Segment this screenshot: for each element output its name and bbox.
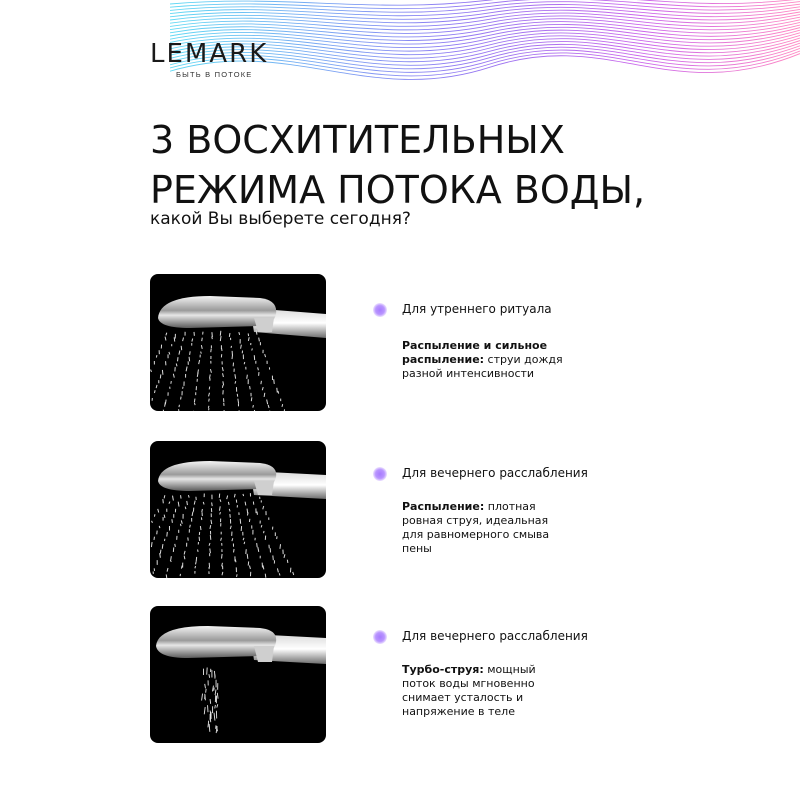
water-drop xyxy=(171,556,172,560)
water-drop xyxy=(208,406,209,408)
page-headline xyxy=(150,115,645,215)
feature-description xyxy=(402,500,562,556)
water-drop xyxy=(235,381,236,383)
water-drop xyxy=(234,494,235,498)
water-drop xyxy=(221,538,222,541)
water-drop xyxy=(252,348,253,350)
feature-mode-text: плотная ровная струя, идеальная для равномерного смыва пены xyxy=(402,500,550,555)
water-drop xyxy=(162,544,163,549)
water-drop xyxy=(165,402,166,407)
shower-head-image-3 xyxy=(150,606,326,743)
water-drop xyxy=(167,532,168,537)
water-drop xyxy=(212,502,213,506)
water-drop xyxy=(194,399,195,403)
shower-head-image-1 xyxy=(150,274,326,411)
shower-head-spray-dense-icon xyxy=(150,441,326,578)
water-drop xyxy=(223,373,224,377)
water-drop xyxy=(241,345,242,349)
water-drop xyxy=(214,688,215,691)
feature-mode-name: Распыление и сильное распыление: xyxy=(402,339,548,366)
water-drop xyxy=(220,331,221,336)
water-drop xyxy=(251,397,252,401)
water-drop xyxy=(277,388,278,393)
water-drop xyxy=(181,346,182,350)
water-drop xyxy=(184,551,185,555)
water-drop xyxy=(202,694,203,701)
water-drop xyxy=(209,543,210,546)
water-drop xyxy=(156,355,157,357)
water-drop xyxy=(199,360,200,364)
page-subtitle: какой Вы выберете сегодня? xyxy=(150,209,411,229)
water-drop xyxy=(280,544,281,549)
water-drop xyxy=(261,381,262,384)
water-drop xyxy=(223,381,224,385)
water-drop xyxy=(264,393,265,397)
water-drop xyxy=(240,519,241,524)
water-drop xyxy=(220,499,221,502)
water-drop xyxy=(180,524,181,526)
water-drop xyxy=(166,333,167,336)
water-drop xyxy=(192,512,193,516)
water-drop xyxy=(238,399,239,404)
water-drop xyxy=(222,554,223,559)
water-drop xyxy=(250,386,251,389)
water-drop xyxy=(179,351,180,355)
water-drop xyxy=(230,526,231,529)
water-drop xyxy=(194,501,195,505)
feature-title: Для вечернего расслабления xyxy=(402,466,588,480)
water-drop xyxy=(210,525,211,529)
feature-title: Для вечернего расслабления xyxy=(402,629,588,643)
water-drop xyxy=(196,562,197,565)
water-drop xyxy=(160,374,161,378)
water-drop xyxy=(194,403,195,405)
water-drop xyxy=(186,367,187,372)
water-drop xyxy=(210,548,211,553)
water-drop xyxy=(274,379,275,384)
water-drop xyxy=(222,572,223,575)
water-drop xyxy=(244,542,245,544)
water-drop xyxy=(159,526,160,528)
water-drop xyxy=(209,399,210,402)
water-drop xyxy=(208,721,209,728)
water-drop xyxy=(160,553,161,558)
water-drop xyxy=(220,336,221,341)
feature-description xyxy=(402,663,572,719)
water-drop xyxy=(195,566,196,568)
water-drop xyxy=(247,512,248,515)
water-drop xyxy=(158,509,159,513)
water-drop xyxy=(267,400,268,405)
water-drop xyxy=(249,565,250,569)
water-drop xyxy=(169,502,170,504)
wave-line xyxy=(170,22,800,37)
water-drop xyxy=(151,542,152,547)
water-drop xyxy=(214,713,215,721)
bullet-dot-icon xyxy=(373,467,387,481)
feature-mode-name: Распыление: xyxy=(402,500,485,513)
water-drop xyxy=(203,502,204,505)
water-drop xyxy=(152,521,153,523)
water-drop xyxy=(243,494,244,496)
water-drop xyxy=(249,519,250,522)
water-drop xyxy=(282,404,283,407)
water-drop xyxy=(200,526,201,530)
water-drop xyxy=(170,560,171,562)
water-drop xyxy=(211,349,212,353)
water-drop xyxy=(209,724,210,732)
water-drop xyxy=(181,520,182,523)
water-drop xyxy=(265,574,266,578)
water-drop xyxy=(166,574,167,578)
water-drop xyxy=(160,550,161,554)
water-drop xyxy=(154,390,155,393)
water-drop xyxy=(238,410,239,411)
water-drop xyxy=(164,495,165,498)
water-drop xyxy=(151,370,152,372)
feature-mode-text: струи дождя разной интенсивности xyxy=(402,353,563,380)
water-drop xyxy=(163,499,164,503)
water-drop xyxy=(209,674,210,678)
water-drop xyxy=(235,559,236,562)
water-drop xyxy=(210,369,211,373)
water-drop xyxy=(217,693,218,699)
water-drop xyxy=(181,565,182,568)
water-drop xyxy=(234,549,235,552)
water-drop xyxy=(263,506,264,509)
water-drop xyxy=(243,538,244,540)
water-drop xyxy=(232,538,233,541)
shower-head-image-2 xyxy=(150,441,326,578)
water-drop xyxy=(265,354,266,357)
feature-mode-name: Турбо-струя: xyxy=(402,663,484,676)
water-drop xyxy=(284,554,285,558)
water-drop xyxy=(248,337,249,341)
water-drop xyxy=(154,514,155,516)
water-drop xyxy=(190,525,191,528)
water-drop xyxy=(235,374,236,379)
brand-name: LEMARK xyxy=(150,39,269,69)
water-drop xyxy=(192,339,193,342)
water-drop xyxy=(239,332,240,335)
water-drop xyxy=(184,556,185,560)
water-drop xyxy=(169,352,170,355)
shower-head-spray-wide-icon xyxy=(150,274,326,411)
water-drop xyxy=(222,367,223,371)
water-drop xyxy=(178,502,179,507)
water-drop xyxy=(263,565,264,569)
water-drop xyxy=(254,410,255,411)
feature-2 xyxy=(375,466,588,566)
feature-3 xyxy=(375,629,588,729)
water-drop xyxy=(247,554,248,559)
water-drop xyxy=(287,560,288,563)
water-drop xyxy=(245,502,246,506)
water-drop xyxy=(209,393,210,397)
water-drop xyxy=(268,405,269,408)
water-drop xyxy=(220,512,221,514)
feature-mode-text: мощный поток воды мгновенно снимает усталость и напряжение в теле xyxy=(402,663,536,718)
water-drop xyxy=(262,387,263,390)
water-drop xyxy=(179,409,180,411)
water-drop xyxy=(227,495,228,499)
water-drop xyxy=(205,684,206,688)
water-drop xyxy=(209,387,210,390)
water-drop xyxy=(210,699,211,704)
water-drop xyxy=(165,337,166,341)
feature-description xyxy=(402,339,582,381)
water-drop xyxy=(201,345,202,349)
water-drop xyxy=(175,544,176,547)
water-drop xyxy=(202,338,203,341)
water-drop xyxy=(277,568,278,572)
water-drop xyxy=(174,337,175,341)
water-drop xyxy=(229,333,230,337)
water-drop xyxy=(190,351,191,355)
water-drop xyxy=(284,409,285,411)
water-drop xyxy=(196,557,197,562)
water-drop xyxy=(163,410,164,411)
water-drop xyxy=(209,374,210,378)
water-drop xyxy=(176,364,177,367)
headline-line-1: 3 ВОСХИТИТЕЛЬНЫХ xyxy=(150,118,565,162)
water-drop xyxy=(219,506,220,510)
water-drop xyxy=(201,352,202,354)
headline-line-2: РЕЖИМА ПОТОКА ВОДЫ, xyxy=(150,168,646,212)
brand-logo xyxy=(150,40,268,79)
water-drop xyxy=(279,573,280,575)
water-drop xyxy=(258,367,259,370)
water-drop xyxy=(259,338,260,342)
water-drop xyxy=(173,496,174,501)
brand-tagline: БЫТЬ В ПОТОКЕ xyxy=(176,70,253,79)
water-drop xyxy=(278,391,279,394)
water-drop xyxy=(222,385,223,388)
water-drop xyxy=(164,515,165,518)
water-drop xyxy=(187,501,188,505)
shower-head-turbo-jet-icon xyxy=(150,606,326,743)
water-drop xyxy=(212,336,213,339)
water-drop xyxy=(215,689,216,695)
water-drop xyxy=(228,502,229,505)
water-drop xyxy=(247,375,248,379)
water-drop xyxy=(261,525,262,527)
water-drop xyxy=(162,370,163,375)
bullet-dot-icon xyxy=(373,630,387,644)
water-drop xyxy=(204,707,205,714)
water-drop xyxy=(253,405,254,407)
water-drop xyxy=(189,357,190,361)
water-drop xyxy=(237,574,238,577)
water-drop xyxy=(258,547,259,552)
water-drop xyxy=(173,374,174,378)
water-drop xyxy=(211,520,212,524)
feature-title: Для утреннего ритуала xyxy=(402,302,552,316)
water-drop xyxy=(167,568,168,572)
water-drop xyxy=(188,495,189,498)
water-drop xyxy=(183,337,184,341)
water-drop xyxy=(217,704,218,707)
water-drop xyxy=(198,550,199,552)
water-drop xyxy=(229,509,230,512)
feature-1 xyxy=(375,302,585,392)
water-drop xyxy=(156,385,157,388)
water-drop xyxy=(232,355,233,360)
water-drop xyxy=(215,705,216,709)
water-drop xyxy=(202,509,203,512)
water-drop xyxy=(293,572,294,575)
water-drop xyxy=(244,362,245,364)
bullet-dot-icon xyxy=(373,303,387,317)
water-drop xyxy=(185,507,186,509)
